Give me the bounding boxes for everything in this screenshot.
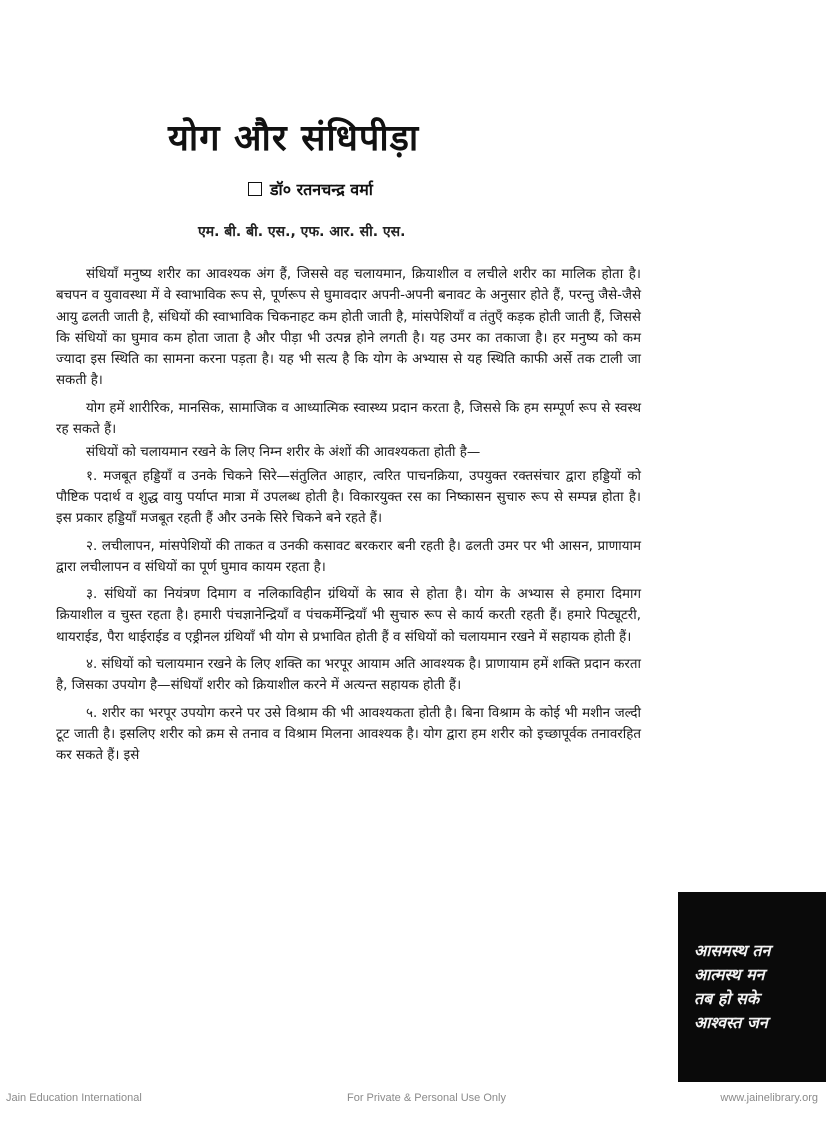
paragraph-requirements-intro: संधियों को चलायमान रखने के लिए निम्न शरीर के अंशों की आवश्यकता होती है—	[86, 445, 481, 461]
verse-line: आसमस्थ तन	[694, 941, 771, 960]
list-item-2: २. लचीलापन, मांसपेशियों की ताकत व उनकी कसावट बरकरार बनी रहती है। ढलती उमर पर भी आसन, प्राणायाम द्वारा लचीलापन व संधियों का पूर्ण घुमाव कायम रहता है।	[56, 538, 641, 575]
author-line	[248, 178, 373, 200]
footer-website-link[interactable]: www.jainelibrary.org	[720, 1092, 818, 1104]
article-body	[56, 264, 641, 773]
paragraph-yoga-benefits: योग हमें शारीरिक, मानसिक, सामाजिक व आध्यात्मिक स्वास्थ्य प्रदान करता है, जिससे कि हम सम्पूर्ण रूप से स्वस्थ रह सकते हैं।	[56, 400, 641, 438]
footer-usage-note: For Private & Personal Use Only	[347, 1092, 506, 1104]
paragraph-intro: संधियाँ मनुष्य शरीर का आवश्यक अंग हैं, जिससे वह चलायमान, क्रियाशील व लचीले शरीर का मालिक होता है। बचपन व युवावस्था में वे स्वाभाविक रूप से, पूर्णरूप से घुमावदार अपनी-अपनी बनावट के अनुसार होते हैं, परन्तु जैसे-जैसे आयु ढलती जाती है, संधियों की स्वाभाविक चिकनाहट कम होती जाती है, मांसपेशियाँ व तंतुएँ कड़क होती जाती हैं, जिससे कि संधियों का घुमाव कम होता जाता है और पीड़ा भी उत्पन्न होने लगती है। यह उमर का तकाजा है। हर मनुष्य को कम ज्यादा इस स्थिति का सामना करना पड़ता है। यह भी सत्य है कि योग के अभ्यास से यह स्थिति काफी अर्से तक टाली जा सकती है।	[56, 267, 641, 389]
list-item-3: ३. संधियों का नियंत्रण दिमाग व नलिकाविहीन ग्रंथियों के स्राव से होता है। योग के अभ्यास से हमारा दिमाग क्रियाशील व चुस्त रहता है। हमारी पंचज्ञानेन्द्रियाँ व पंचकर्मेन्द्रियाँ भी सुचारु रूप से कार्य करती रहती हैं। हमारे पिट्यूटरी, थायराईड, पैरा थाईराईड व एड्रीनल ग्रंथियाँ भी योग से प्रभावित होती हैं व संधियों को चलायमान रखने में सहायक होती हैं।	[56, 587, 641, 645]
list-item-4: ४. संधियों को चलायमान रखने के लिए शक्ति का भरपूर आयाम अति आवश्यक है। प्राणायाम हमें शक्ति प्रदान करता है, जिसका उपयोग है—संधियाँ शरीर को क्रियाशील करने में अत्यन्त सहायक होती हैं।	[56, 657, 641, 694]
page-footer	[0, 1092, 828, 1112]
list-item-5: ५. शरीर का भरपूर उपयोग करने पर उसे विश्राम की भी आवश्यकता होती है। बिना विश्राम के कोई भी मशीन जल्दी टूट जाती है। इसलिए शरीर को क्रम से तनाव व विश्राम मिलना आवश्यक है। योग द्वारा हम शरीर को इच्छापूर्वक तनावरहित कर सकते हैं। इसे	[56, 705, 641, 764]
verse-line: तब हो सके	[694, 989, 760, 1008]
verse-line: आत्मस्थ मन	[694, 965, 765, 984]
author-name: डॉ० रतनचन्द्र वर्मा	[270, 180, 373, 199]
author-degrees: एम. बी. बी. एस., एफ. आर. सी. एस.	[198, 224, 406, 240]
article-title: योग और संधिपीड़ा	[168, 118, 420, 159]
list-item-1: १. मजबूत हड्डियाँ व उनके चिकने सिरे—संतुलित आहार, त्वरित पाचनक्रिया, उपयुक्त रक्तसंचार द्वारा हड्डियों को पौष्टिक पदार्थ व शुद्ध वायु पर्याप्त मात्रा में उपलब्ध होती है। विकारयुक्त रस का निष्कासन सुचारु रूप से सम्पन्न होता है। इस प्रकार हड्डियाँ मजबूत रहती हैं और उनके सिरे चिकने बने रहते हैं।	[56, 468, 641, 527]
square-bullet-icon	[248, 182, 262, 196]
footer-publisher: Jain Education International	[6, 1092, 142, 1104]
verse-box	[678, 892, 826, 1082]
verse-line: आश्वस्त जन	[694, 1013, 768, 1032]
